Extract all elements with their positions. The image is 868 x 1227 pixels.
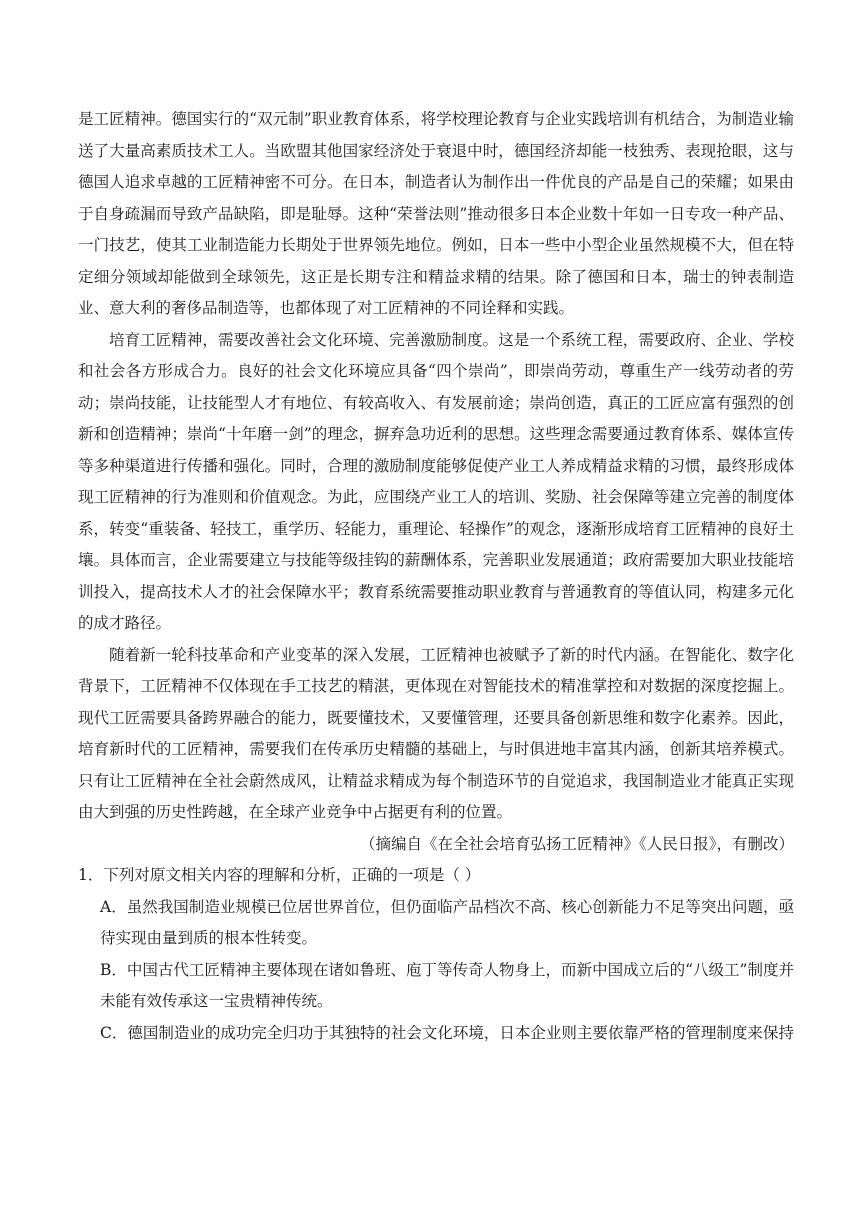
document-page	[78, 104, 794, 1049]
question-option-a: A．虽然我国制造业规模已位居世界首位，但仍面临产品档次不高、核心创新能力不足等突出问题，亟待实现由量到质的根本性转变。	[100, 897, 794, 947]
article-paragraph-2: 培育工匠精神，需要改善社会文化环境、完善激励制度。这是一个系统工程，需要政府、企业、学校和社会各方形成合力。良好的社会文化环境应具备“四个崇尚”，即崇尚劳动，尊重生产一线劳动者的劳动；崇尚技能，让技能型人才有地位、有较高收入、有发展前途；崇尚创造，真正的工匠应富有强烈的创新和创造精神；崇尚“十年磨一剑”的理念，摒弃急功近利的思想。这些理念需要通过教育体系、媒体宣传等多种渠道进行传播和强化。同时，合理的激励制度能够促使产业工人养成精益求精的习惯，最终形成体现工匠精神的行为准则和价值观念。为此，应围绕产业工人的培训、奖励、社会保障等建立完善的制度体系，转变“重装备、轻技工，重学历、轻能力，重理论、轻操作”的观念，逐渐形成培育工匠精神的良好土壤。具体而言，企业需要建立与技能等级挂钩的薪酬体系，完善职业发展通道；政府需要加大职业技能培训投入，提高技术人才的社会保障水平；教育系统需要推动职业教育与普通教育的等值认同，构建多元化的成才路径。	[78, 330, 794, 632]
article-source: （摘编自《在全社会培育弘扬工匠精神》《人民日报》，有删改）	[359, 834, 794, 853]
article-paragraph-1: 是工匠精神。德国实行的“双元制”职业教育体系，将学校理论教育与企业实践培训有机结合，为制造业输送了大量高素质技术工人。当欧盟其他国家经济处于衰退中时，德国经济却能一枝独秀、表现抢眼，这与德国人追求卓越的工匠精神密不可分。在日本，制造者认为制作出一件优良的产品是自己的荣耀；如果由于自身疏漏而导致产品缺陷，即是耻辱。这种“荣誉法则”推动很多日本企业数十年如一日专攻一种产品、一门技艺，使其工业制造能力长期处于世界领先地位。例如，日本一些中小型企业虽然规模不大，但在特定细分领域却能做到全球领先，这正是长期专注和精益求精的结果。除了德国和日本，瑞士的钟表制造业、意大利的奢侈品制造等，也都体现了对工匠精神的不同诠释和实践。	[78, 110, 794, 317]
question-option-c: C．德国制造业的成功完全归功于其独特的社会文化环境，日本企业则主要依靠严格的管理制度来保持	[100, 1023, 794, 1042]
question-option-b: B．中国古代工匠精神主要体现在诸如鲁班、庖丁等传奇人物身上，而新中国成立后的“八级工”制度并未能有效传承这一宝贵精神传统。	[100, 960, 794, 1010]
question-stem: 1．下列对原文相关内容的理解和分析，正确的一项是（ ）	[78, 866, 481, 884]
article-paragraph-3: 随着新一轮科技革命和产业变革的深入发展，工匠精神也被赋予了新的时代内涵。在智能化、数字化背景下，工匠精神不仅体现在手工技艺的精湛，更体现在对智能技术的精准掌控和对数据的深度挖掘上。现代工匠需要具备跨界融合的能力，既要懂技术，又要懂管理，还要具备创新思维和数字化素养。因此，培育新时代的工匠精神，需要我们在传承历史精髓的基础上，与时俱进地丰富其内涵，创新其培养模式。只有让工匠精神在全社会蔚然成风，让精益求精成为每个制造环节的自觉追求，我国制造业才能真正实现由大到强的历史性跨越，在全球产业竞争中占据更有利的位置。	[78, 645, 794, 821]
